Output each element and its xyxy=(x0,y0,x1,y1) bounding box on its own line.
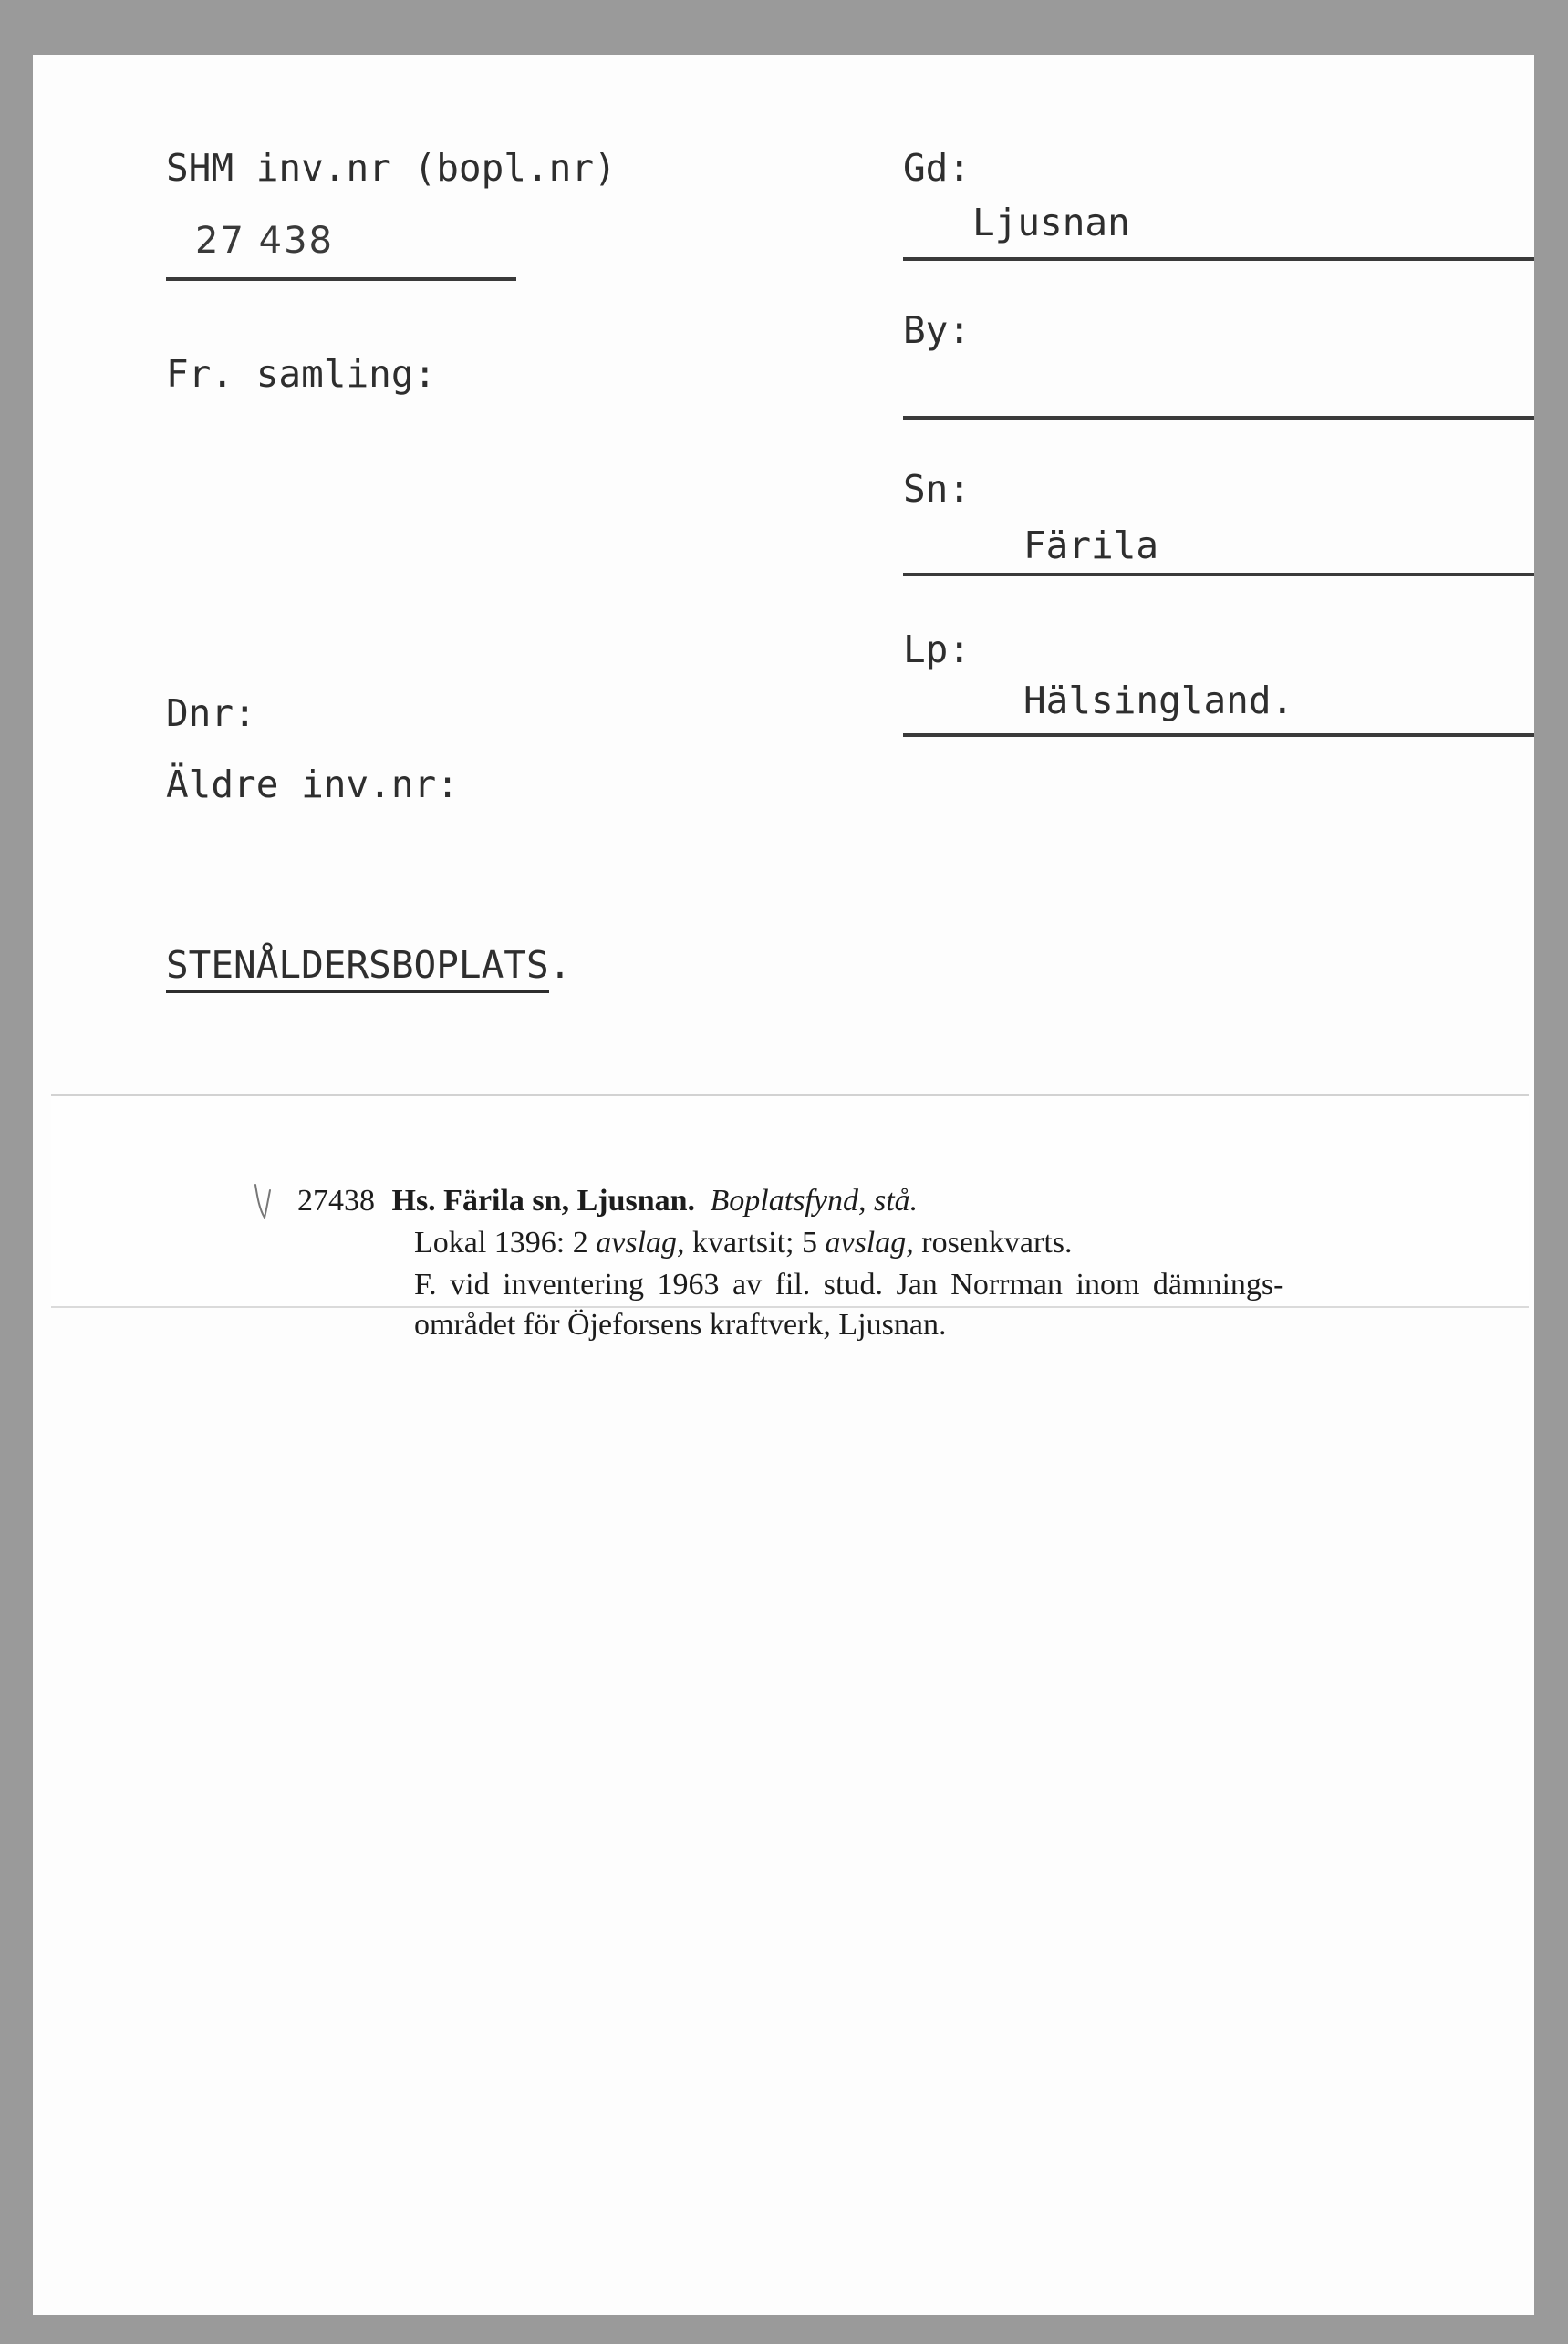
sn-underline xyxy=(903,573,1534,576)
by-label: By: xyxy=(903,308,971,352)
lp-underline xyxy=(903,733,1534,737)
by-underline xyxy=(903,416,1534,420)
slip-line-4: området för Öjeforsens kraftverk, Ljusnan. xyxy=(414,1308,947,1342)
slip-line-1 xyxy=(297,1186,918,1217)
slip-line-2 xyxy=(414,1228,1073,1259)
sn-label: Sn: xyxy=(903,467,971,511)
inv-nr-value: 27 438 xyxy=(195,220,334,262)
printed-slip xyxy=(51,1094,1529,1308)
slip-heading: Hs. Färila sn, Ljusnan. xyxy=(391,1184,696,1218)
slip-term-1: avslag, xyxy=(596,1226,685,1260)
slip-find-type: Boplatsfynd, stå. xyxy=(710,1184,919,1218)
slip-number: 27438 xyxy=(297,1184,375,1218)
dnr-label: Dnr: xyxy=(166,691,256,735)
lp-label: Lp: xyxy=(903,627,971,671)
slip-material-1: kvartsit; 5 xyxy=(692,1226,817,1260)
slip-material-2: rosenkvarts. xyxy=(921,1226,1073,1260)
aldre-inv-nr-label: Äldre inv.nr: xyxy=(166,762,459,806)
slip-locale: Lokal 1396: 2 xyxy=(414,1226,588,1260)
category-text: STENÅLDERSBOPLATS xyxy=(166,943,549,993)
category-period: . xyxy=(548,943,572,987)
slip-term-2: avslag, xyxy=(825,1226,914,1260)
category-heading xyxy=(166,943,572,987)
gd-value: Ljusnan xyxy=(972,201,1130,244)
slip-line-3: F. vid inventering 1963 av fil. stud. Jan Norrman inom dämnings- xyxy=(414,1268,1284,1302)
inv-nr-label: SHM inv.nr (bopl.nr) xyxy=(166,146,617,190)
checkmark-icon xyxy=(252,1183,272,1221)
gd-label: Gd: xyxy=(903,146,971,190)
sn-value: Färila xyxy=(1023,524,1159,567)
lp-value: Hälsingland. xyxy=(1023,679,1294,722)
fr-samling-label: Fr. samling: xyxy=(166,352,437,396)
gd-underline xyxy=(903,257,1534,261)
inv-nr-underline xyxy=(166,277,516,281)
catalog-card xyxy=(33,55,1534,2315)
